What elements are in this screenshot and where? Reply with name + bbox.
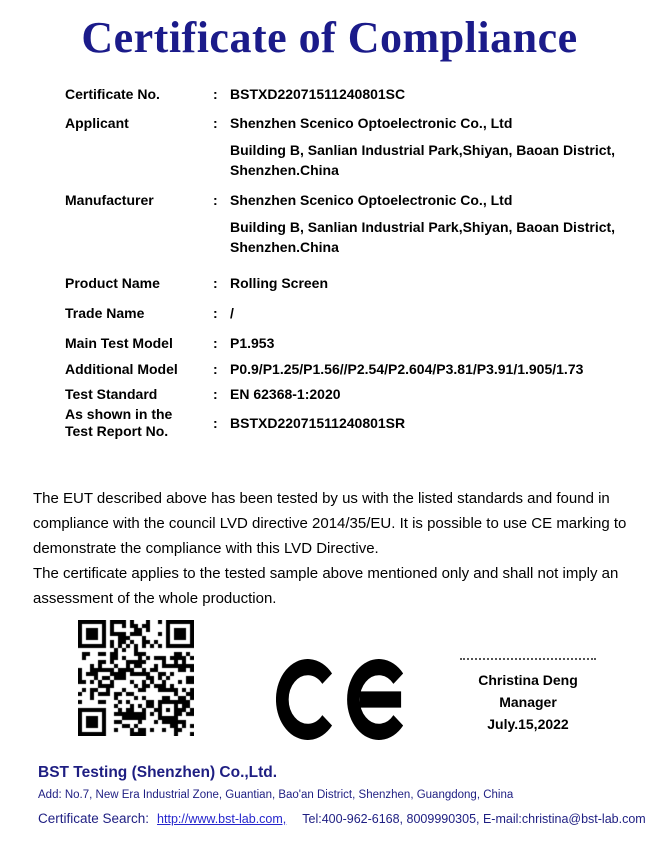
signatory-name: Christina Deng [478,672,578,688]
field-row-manufacturer [65,192,625,257]
field-value: P0.9/P1.25/P1.56//P2.54/P2.604/P3.81/P3.91/1.905/1.73 [230,361,584,377]
certificate-fields [65,86,625,440]
field-label: Certificate No. [65,86,160,102]
signatory-role: Manager [499,694,557,710]
colon-separator: : [213,335,218,351]
field-label [65,406,213,440]
signature-date: July.15,2022 [487,716,569,732]
colon-separator: : [213,86,218,102]
statement-paragraph-2: The certificate applies to the tested sample above mentioned only and shall not imply an assessment of the whole production. [33,565,619,607]
field-label: Trade Name [65,305,145,321]
signature-line [460,658,596,660]
field-value: BSTXD22071511240801SC [230,86,406,102]
colon-separator: : [213,386,218,402]
certificate-search-link[interactable]: http://www.bst-lab.com, [157,812,287,826]
qr-code-image [78,620,194,736]
field-value [230,192,622,257]
colon-separator: : [213,414,218,431]
field-label: Additional Model [65,361,178,377]
field-value: EN 62368-1:2020 [230,386,341,402]
field-label: Manufacturer [65,192,154,208]
page-title: Certificate of Compliance [81,13,578,62]
field-value: Rolling Screen [230,275,329,291]
field-row-main-test-model [65,335,625,352]
colon-separator: : [213,192,218,208]
field-label-line2: Test Report No. [65,423,169,439]
field-label: Test Standard [65,386,158,402]
certificate-search-line [38,811,648,826]
compliance-statement [33,486,629,611]
colon-separator: : [213,305,218,321]
signature-block [452,658,604,735]
certificate-search-label: Certificate Search: [38,811,150,826]
manufacturer-address: Building B, Sanlian Industrial Park,Shiyan, Baoan District, Shenzhen.China [230,219,616,255]
field-value: BSTXD22071511240801SR [230,414,406,431]
manufacturer-name: Shenzhen Scenico Optoelectronic Co., Ltd [230,192,513,208]
field-row-applicant [65,115,625,180]
colon-separator: : [213,115,218,131]
statement-paragraph-1: The EUT described above has been tested by us with the listed standards and found in compliance with the council LVD directive 2014/35/EU. It is possible to use CE marking to demonstrate the compliance with this LVD Directive. [33,490,627,557]
field-row-certificate-no [65,86,625,103]
ce-marking-icon [276,659,403,740]
field-row-trade-name [65,305,625,322]
issuer-address: Add: No.7, New Era Industrial Zone, Guantian, Bao'an District, Shenzhen, Guangdong, China [38,789,514,801]
colon-separator: : [213,361,218,377]
issuer-company-name: BST Testing (Shenzhen) Co.,Ltd. [38,764,278,781]
field-row-test-standard [65,386,625,403]
issuer-contact-info: Tel:400-962-6168, 8009990305, E-mail:christina@bst-lab.com [302,812,646,826]
colon-separator: : [213,275,218,291]
applicant-address: Building B, Sanlian Industrial Park,Shiyan, Baoan District, Shenzhen.China [230,142,616,178]
applicant-name: Shenzhen Scenico Optoelectronic Co., Ltd [230,115,513,131]
field-label: Applicant [65,115,129,131]
field-row-additional-model [65,361,625,378]
field-label-line1: As shown in the [65,406,173,422]
field-label: Main Test Model [65,335,173,351]
field-value: P1.953 [230,335,275,351]
field-value: / [230,305,234,321]
field-row-test-report-no [65,406,625,440]
field-label: Product Name [65,275,160,291]
field-value [230,115,622,180]
issuer-footer [38,764,648,826]
field-row-product-name [65,275,625,292]
